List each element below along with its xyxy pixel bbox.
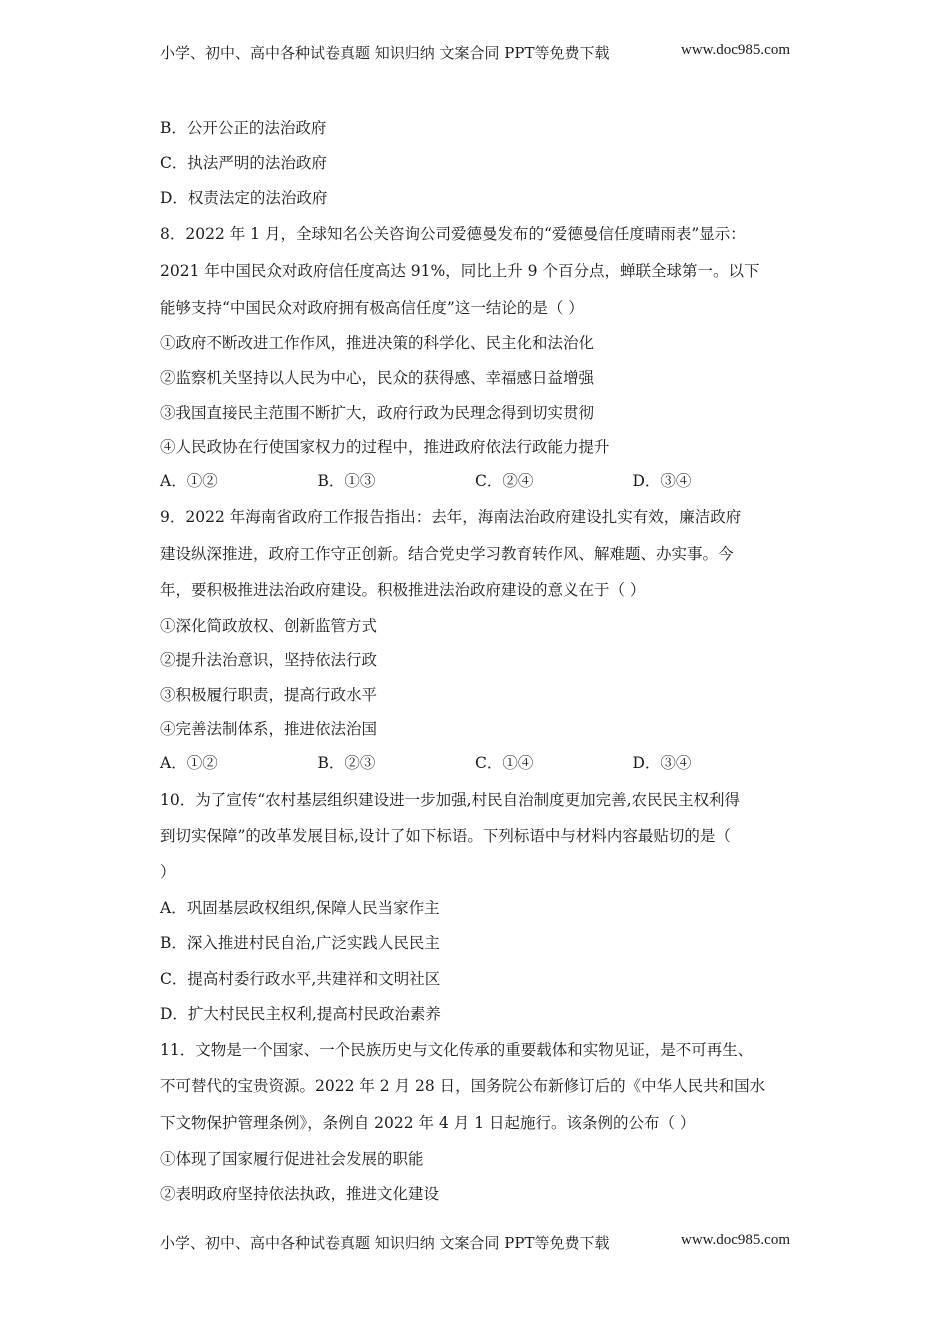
q9-option-c: C．①④ — [475, 754, 534, 772]
q7-option-b: B．公开公正的法治政府 — [160, 119, 327, 137]
header-site-url: www.doc985.com — [680, 42, 790, 58]
q10-option-b: B．深入推进村民自治,广泛实践人民民主 — [160, 934, 440, 952]
q11-stem-line: 不可替代的宝贵资源。2022 年 2 月 28 日，国务院公布新修订后的《中华人民共和国水 — [160, 1077, 766, 1095]
q8-option-c: C．②④ — [475, 472, 534, 490]
q7-option-c: C．执法严明的法治政府 — [160, 154, 327, 172]
q10-stem-line: 10．为了宣传“农村基层组织建设进一步加强,村民自治制度更加完善,农民民主权利得 — [160, 791, 741, 809]
footer-text: 小学、初中、高中各种试卷真题 知识归纳 文案合同 PPT等免费下载 — [160, 1234, 610, 1252]
q8-option-a: A．①② — [160, 472, 218, 490]
q8-stem-line: 8．2022 年 1 月，全球知名公关咨询公司爱德曼发布的“爱德曼信任度晴雨表”显示： — [160, 225, 746, 243]
q9-item: ④完善法制体系，推进依法治国 — [160, 720, 378, 738]
q9-item: ②提升法治意识，坚持依法行政 — [160, 651, 378, 669]
q8-stem-line: 2021 年中国民众对政府信任度高达 91%，同比上升 9 个百分点，蝉联全球第一。以下 — [160, 262, 760, 280]
q9-item: ①深化简政放权、创新监管方式 — [160, 617, 378, 635]
q9-stem-line: 9．2022 年海南省政府工作报告指出：去年，海南法治政府建设扎实有效，廉洁政府 — [160, 508, 742, 526]
q8-option-d: D．③④ — [632, 472, 692, 490]
q10-option-a: A．巩固基层政权组织,保障人民当家作主 — [160, 899, 440, 917]
q8-item: ②监察机关坚持以人民为中心，民众的获得感、幸福感日益增强 — [160, 369, 595, 387]
q10-stem-line: 到切实保障”的改革发展目标,设计了如下标语。下列标语中与材料内容最贴切的是（ — [160, 827, 731, 845]
q7-option-d: D．权责法定的法治政府 — [160, 189, 328, 207]
page-footer — [160, 1232, 790, 1253]
q10-option-d: D．扩大村民民主权利,提高村民政治素养 — [160, 1005, 441, 1023]
q9-options — [160, 753, 790, 773]
q11-item: ①体现了国家履行促进社会发展的职能 — [160, 1150, 424, 1168]
q10-stem-line: ） — [160, 863, 176, 881]
q8-option-b: B．①③ — [317, 472, 376, 490]
q9-item: ③积极履行职责，提高行政水平 — [160, 686, 378, 704]
q8-options — [160, 471, 790, 491]
page-header — [160, 42, 790, 63]
header-text: 小学、初中、高中各种试卷真题 知识归纳 文案合同 PPT等免费下载 — [160, 44, 610, 62]
q11-stem-line: 11．文物是一个国家、一个民族历史与文化传承的重要载体和实物见证，是不可再生、 — [160, 1041, 754, 1059]
footer-site-url: www.doc985.com — [680, 1232, 790, 1248]
q9-stem-line: 建设纵深推进，政府工作守正创新。结合党史学习教育转作风、解难题、办实事。今 — [160, 545, 734, 563]
q9-option-b: B．②③ — [317, 754, 376, 772]
q8-item: ①政府不断改进工作作风，推进决策的科学化、民主化和法治化 — [160, 334, 595, 352]
q8-item: ③我国直接民主范围不断扩大，政府行政为民理念得到切实贯彻 — [160, 404, 595, 422]
q9-option-d: D．③④ — [632, 754, 692, 772]
q9-stem-line: 年，要积极推进法治政府建设。积极推进法治政府建设的意义在于（ ） — [160, 581, 646, 599]
q11-stem-line: 下文物保护管理条例》，条例自 2022 年 4 月 1 日起施行。该条例的公布（ ） — [160, 1114, 696, 1132]
q9-option-a: A．①② — [160, 754, 218, 772]
q8-stem-line: 能够支持“中国民众对政府拥有极高信任度”这一结论的是（ ） — [160, 299, 584, 317]
q10-option-c: C．提高村委行政水平,共建祥和文明社区 — [160, 970, 441, 988]
q8-item: ④人民政协在行使国家权力的过程中，推进政府依法行政能力提升 — [160, 438, 610, 456]
q11-item: ②表明政府坚持依法执政，推进文化建设 — [160, 1185, 440, 1203]
